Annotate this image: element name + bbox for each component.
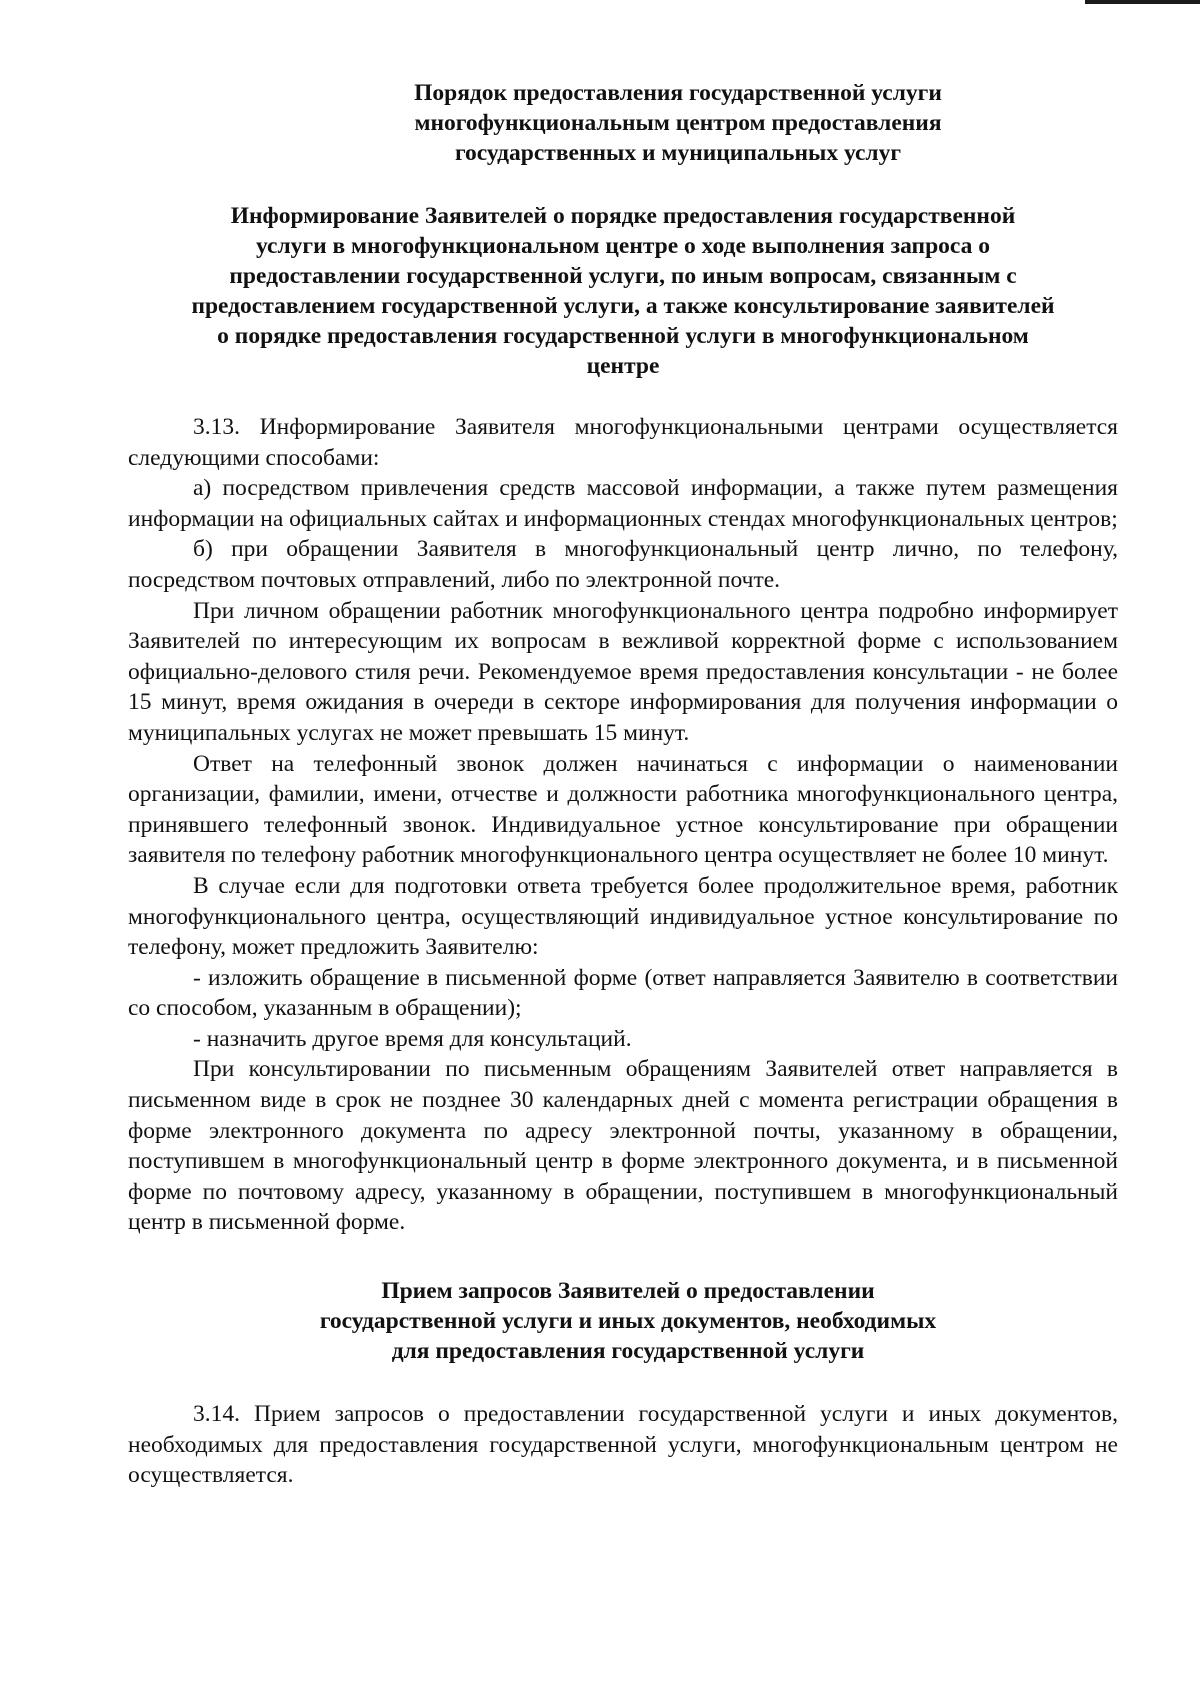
heading-procedure [128,78,1118,168]
paragraph: - назначить другое время для консультаций. [193,1025,632,1052]
heading-informing [128,201,1118,381]
heading-line: услуги в многофункциональном центре о ходе выполнения запроса о [256,233,990,259]
heading-line: государственной услуги и иных документов, необходимых [319,1308,937,1335]
heading-line: центре [586,353,660,379]
scan-edge-mark [1085,0,1200,4]
paragraph: 3.14. Прием запросов о предоставлении государственной услуги и иных документов, необходимых для предоставления государственной услуги, многофункциональным центром не осуществляется. [128,1401,1118,1489]
section-3-13 [128,412,1118,1238]
heading-line: предоставлении государственной услуги, по иным вопросам, связанным с [229,263,1017,289]
paragraph: а) посредством привлечения средств массовой информации, а также путем размещения информации на официальных сайтах и информационных стендах многофункциональных центров; [128,475,1118,532]
paragraph: - изложить обращение в письменной форме (ответ направляется Заявителю в соответствии со способом, указанным в обращении); [128,964,1118,1022]
paragraph: 3.13. Информирование Заявителя многофункциональными центрами осуществляется следующими способами: [128,414,1118,471]
paragraph: При личном обращении работник многофункционального центра подробно информирует Заявителей по интересующим их вопросам в вежливой корректной форме с использованием официально-делового стиля речи. Рекомендуемое время предоставления консультации - не более 15 минут, время ожидания в очереди в секторе информирования для получения информации о муниципальных услугах не может превышать 15 минут. [128,597,1118,746]
paragraph: В случае если для подготовки ответа требуется более продолжительное время, работник многофункционального центра, осуществляющий индивидуальное устное консультирование по телефону, может предложить Заявителю: [128,872,1118,961]
paragraph: Ответ на телефонный звонок должен начинаться с информации о наименовании организации, фамилии, имени, отчестве и должности работника многофункционального центра, принявшего телефонный звонок. Индивидуальное устное консультирование при обращении заявителя по телефону работник многофункционального центра осуществляет не более 10 минут. [128,750,1118,869]
section-3-14 [128,1399,1118,1491]
heading-line: Информирование Заявителей о порядке предоставления государственной [230,203,1016,229]
heading-reception [128,1276,1118,1366]
heading-line: предоставлением государственной услуги, а также консультирование заявителей [191,293,1055,319]
heading-line: для предоставления государственной услуги [391,1338,865,1365]
paragraph: б) при обращении Заявителя в многофункциональный центр лично, по телефону, посредством почтовых отправлений, либо по электронной почте. [128,536,1118,593]
heading-line: многофункциональным центром предоставления [414,110,942,136]
paragraph: При консультировании по письменным обращениям Заявителей ответ направляется в письменном виде в срок не позднее 30 календарных дней с момента регистрации обращения в форме электронного документа по адресу электронной почты, указанному в обращении, поступившем в многофункциональный центр в форме электронного документа, и в письменной форме по почтовому адресу, указанному в обращении, поступившем в многофункциональный центр в письменной форме. [128,1056,1118,1236]
document-page [128,78,1118,1491]
heading-line: государственных и муниципальных услуг [454,140,902,166]
heading-line: Порядок предоставления государственной услуги [414,80,942,106]
heading-line: о порядке предоставления государственной услуги в многофункциональном [217,323,1029,349]
heading-line: Прием запросов Заявителей о предоставлении [381,1278,875,1305]
